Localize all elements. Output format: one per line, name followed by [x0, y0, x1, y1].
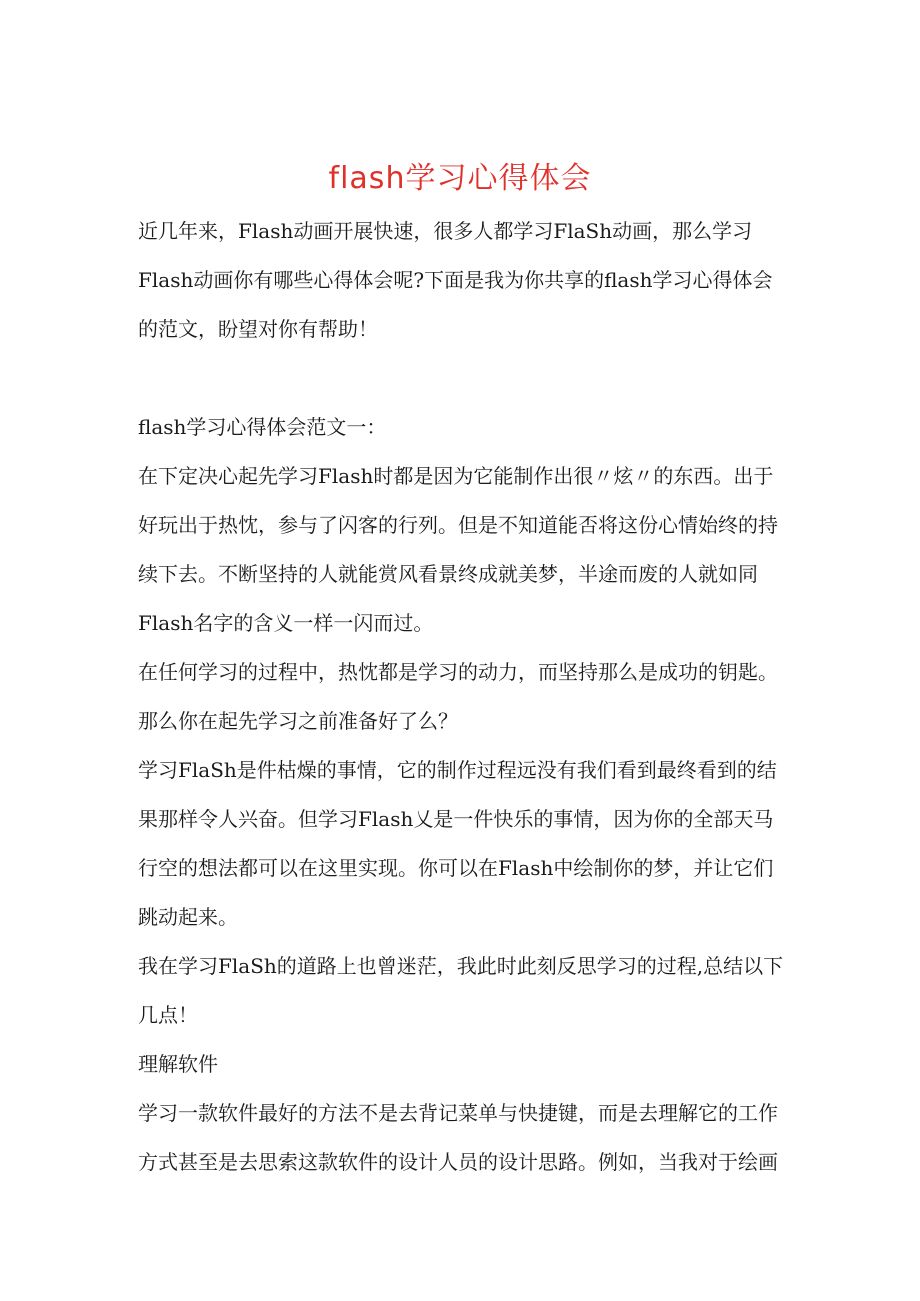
body-paragraph: 学习FlaSh是件枯燥的事情，它的制作过程远没有我们看到最终看到的结果那样令人兴奋。但学习Flash乂是一件快乐的事情，因为你的全部天马行空的想法都可以在这里实现。你可以在Flash中绘制你的梦，并让它们跳动起来。 — [138, 758, 777, 929]
subsection-heading: 理解软件 — [138, 1052, 218, 1076]
body-paragraph: 我在学习FlaSh的道路上也曾迷茫，我此时此刻反思学习的过程,总结以下几点！ — [138, 954, 784, 1027]
section-heading: flash学习心得体会范文一： — [138, 415, 387, 439]
document-title: flash学习心得体会 — [328, 161, 592, 197]
body-paragraph: 那么你在起先学习之前准备好了么？ — [138, 709, 458, 733]
body-paragraph: 在任何学习的过程中，热忱都是学习的动力，而坚持那么是成功的钥匙。 — [138, 660, 778, 684]
document-body — [138, 207, 788, 1187]
body-paragraph: 学习一款软件最好的方法不是去背记菜单与快捷键，而是去理解它的工作方式甚至是去思索这款软件的设计人员的设计思路。例如，当我对于绘画 — [138, 1101, 778, 1174]
body-paragraph: 在下定决心起先学习Flash时都是因为它能制作出很〃炫〃的东西。出于好玩出于热忱，参与了闪客的行列。但是不知道能否将这份心情始终的持续下去。不断坚持的人就能赏风看景终成就美梦，半途而废的人就如同Flash名字的含义一样一闪而过。 — [138, 464, 778, 635]
intro-paragraph: 近几年来，Flash动画开展快速，很多人都学习FlaSh动画，那么学习Flash动画你有哪些心得体会呢?下面是我为你共享的flash学习心得体会的范文，盼望对你有帮助！ — [138, 219, 773, 341]
